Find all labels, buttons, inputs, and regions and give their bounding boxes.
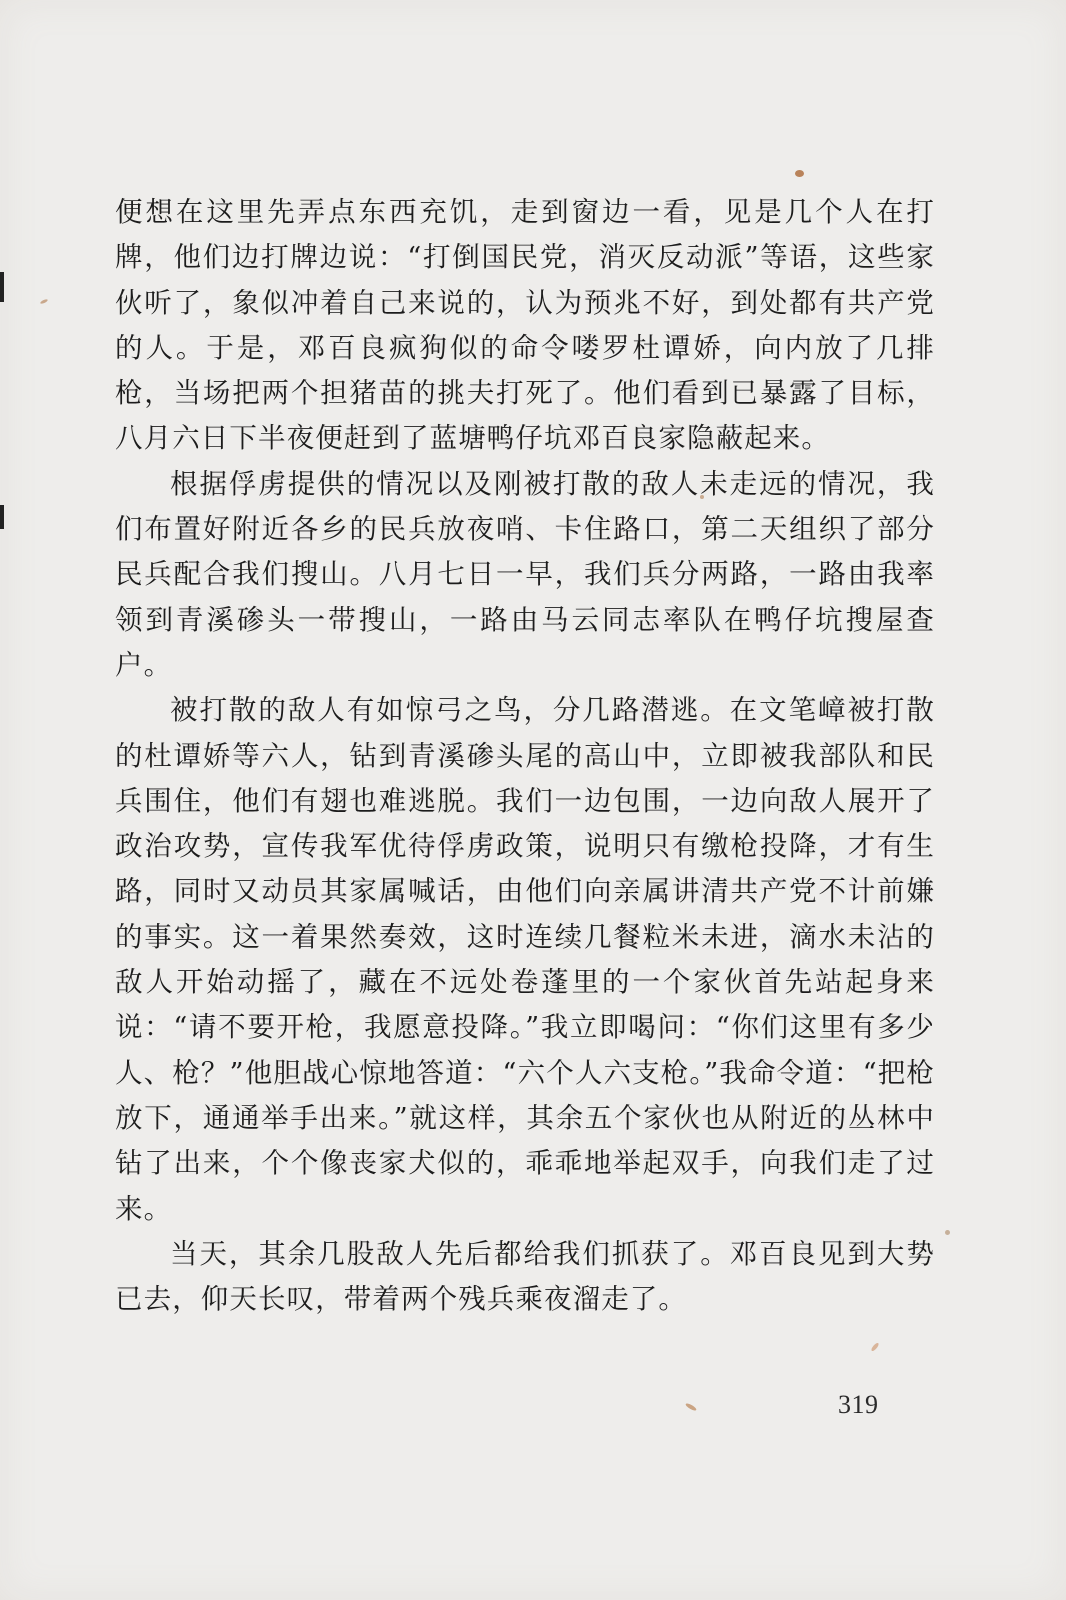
- binding-mark: [0, 272, 4, 302]
- paper-stain: [945, 1230, 950, 1235]
- paragraph: 根据俘虏提供的情况以及刚被打散的敌人未走远的情况，我们布置好附近各乡的民兵放夜哨、卡住路口，第二天组织了部分民兵配合我们搜山。八月七日一早，我们兵分两路，一路由我率领到青溪碜头一带搜山，一路由马云同志率队在鸭仔坑搜屋查户。: [115, 467, 935, 681]
- paper-stain: [795, 170, 804, 177]
- paragraph: 当天，其余几股敌人先后都给我们抓获了。邓百良见到大势已去，仰天长叹，带着两个残兵乘夜溜走了。: [115, 1237, 935, 1316]
- page-number: 319: [838, 1390, 879, 1419]
- paragraph: 被打散的敌人有如惊弓之鸟，分几路潜逃。在文笔嶂被打散的杜谭娇等六人，钻到青溪碜头尾的高山中，立即被我部队和民兵围住，他们有翅也难逃脱。我们一边包围，一边向敌人展开了政治攻势，宣传我军优待俘虏政策，说明只有缴枪投降，才有生路，同时又动员其家属喊话，由他们向亲属讲清共产党不计前嫌的事实。这一着果然奏效，这时连续几餐粒米未进，滴水未沾的敌人开始动摇了，藏在不远处卷蓬里的一个家伙首先站起身来说：“请不要开枪，我愿意投降。”我立即喝问：“你们这里有多少人、枪？”他胆战心惊地答道：“六个人六支枪。”我命令道：“把枪放下，通通举手出来。”就这样，其余五个家伙也从附近的丛林中钻了出来，个个像丧家犬似的，乖乖地举起双手，向我们走了过来。: [115, 694, 935, 1225]
- paper-stain: [870, 1342, 879, 1352]
- paragraph-continued: 便想在这里先弄点东西充饥，走到窗边一看，见是几个人在打牌，他们边打牌边说：“打倒国民党，消灭反动派”等语，这些家伙听了，象似冲着自己来说的，认为预兆不好，到处都有共产党的人。于是，邓百良疯狗似的命令喽罗杜谭娇，向内放了几排枪，当场把两个担猪苗的挑夫打死了。他们看到已暴露了目标，八月六日下半夜便赶到了蓝塘鸭仔坑邓百良家隐蔽起来。: [115, 196, 935, 455]
- binding-mark: [0, 505, 4, 529]
- paper-stain: [40, 298, 49, 304]
- paper-stain: [685, 1402, 697, 1411]
- body-text: [115, 190, 935, 1322]
